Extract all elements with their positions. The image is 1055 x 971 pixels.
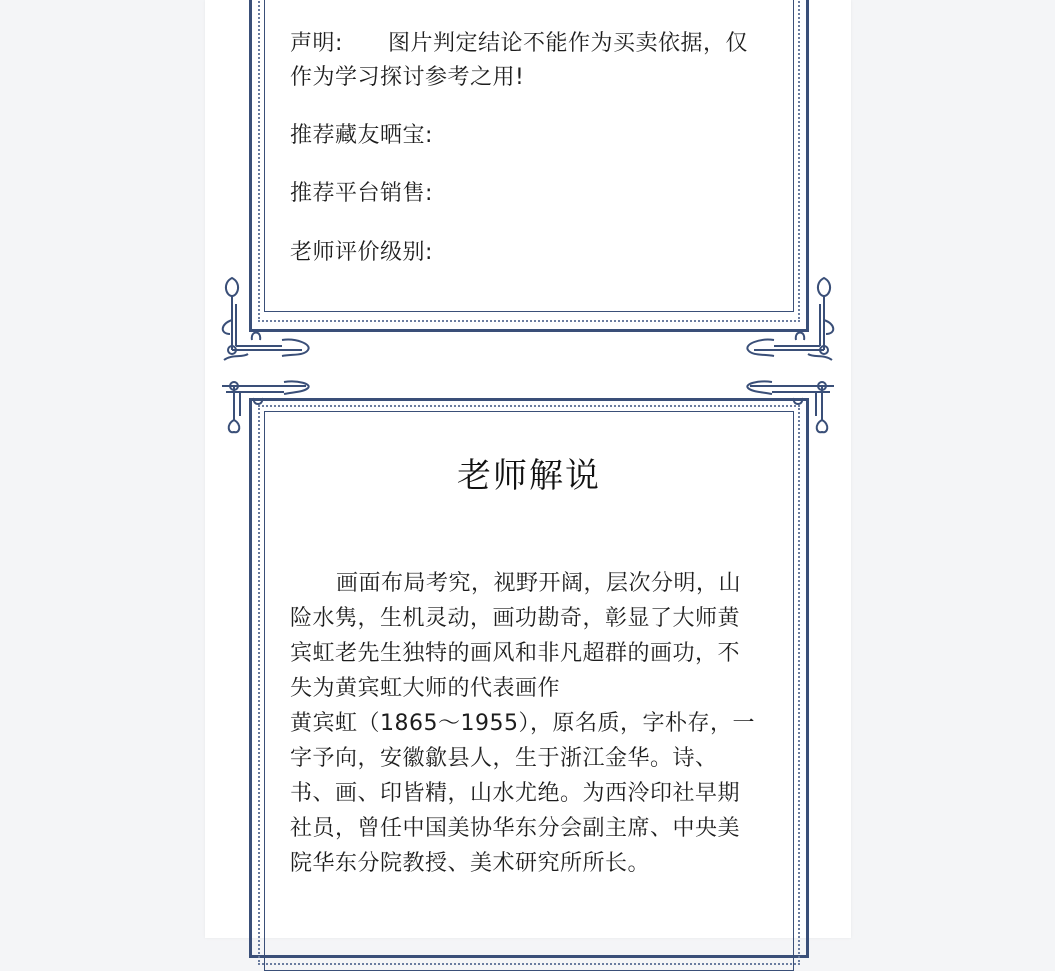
commentary-body (290, 566, 762, 881)
field-teacher-rating: 老师评价级别: (290, 240, 433, 265)
commentary-title: 老师解说 (457, 456, 601, 496)
corner-ornament-top-right (742, 376, 842, 436)
declaration (290, 27, 770, 95)
field-recommend-platform: 推荐平台销售: (290, 181, 433, 206)
commentary-paragraph-1: 画面布局考究，视野开阔，层次分明，山险水隽，生机灵动，画功勘奇，彰显了大师黄宾虹老先生独特的画风和非凡超群的画功，不失为黄宾虹大师的代表画作 (290, 571, 742, 701)
field-recommend-collector: 推荐藏友晒宝: (290, 123, 433, 148)
corner-ornament-bottom-left (212, 268, 312, 368)
declaration-text: 图片判定结论不能作为买卖依据，仅作为学习探讨参考之用! (290, 31, 749, 90)
corner-ornament-top-left (214, 376, 314, 436)
declaration-label: 声明: (290, 31, 343, 56)
corner-ornament-bottom-right (744, 268, 844, 368)
commentary-paragraph-2: 黄宾虹（1865～1955），原名质，字朴存，一字予向，安徽歙县人，生于浙江金华。诗、书、画、印皆精，山水尤绝。为西泠印社早期社员，曾任中国美协华东分会副主席、中央美院华东分院教授、美术研究所所长。 (290, 711, 755, 876)
